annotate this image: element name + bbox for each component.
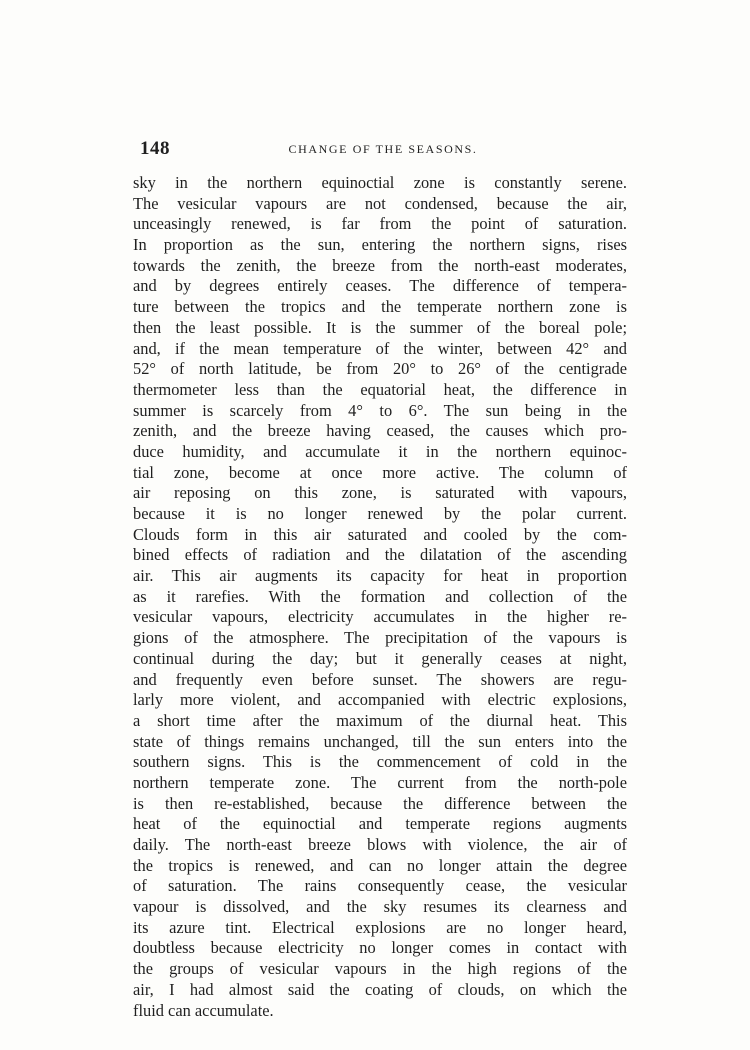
text-line: heat of the equinoctial and temperate regions augments bbox=[133, 814, 627, 834]
text-line: is then re-established, because the difference between the bbox=[133, 793, 627, 813]
text-line: northern temperate zone. The current from the north-pole bbox=[133, 772, 627, 792]
text-line: southern signs. This is the commencement of cold in the bbox=[133, 752, 627, 772]
text-line: and, if the mean temperature of the winter, between 42° and bbox=[133, 338, 627, 358]
text-line: of saturation. The rains consequently cease, the vesicular bbox=[133, 876, 627, 896]
text-line: the groups of vesicular vapours in the high regions of the bbox=[133, 959, 627, 979]
text-line: air, I had almost said the coating of clouds, on which the bbox=[133, 979, 627, 999]
text-line: larly more violent, and accompanied with electric explosions, bbox=[133, 690, 627, 710]
text-line: fluid can accumulate. bbox=[133, 1000, 274, 1020]
page-number: 148 bbox=[140, 138, 170, 159]
text-line: and by degrees entirely ceases. The difference of tempera- bbox=[133, 276, 627, 296]
text-line: 52° of north latitude, be from 20° to 26° of the centigrade bbox=[133, 359, 627, 379]
text-line: its azure tint. Electrical explosions are no longer heard, bbox=[133, 917, 627, 937]
text-line: In proportion as the sun, entering the northern signs, rises bbox=[133, 235, 627, 255]
text-line: towards the zenith, the breeze from the north-east moderates, bbox=[133, 255, 627, 275]
text-line: bined effects of radiation and the dilatation of the ascending bbox=[133, 545, 627, 565]
text-line: state of things remains unchanged, till the sun enters into the bbox=[133, 731, 627, 751]
text-line: ture between the tropics and the temperate northern zone is bbox=[133, 297, 627, 317]
text-line: gions of the atmosphere. The precipitation of the vapours is bbox=[133, 628, 627, 648]
text-line: zenith, and the breeze having ceased, the causes which pro- bbox=[133, 421, 627, 441]
text-line: because it is no longer renewed by the polar current. bbox=[133, 504, 627, 523]
text-line: then the least possible. It is the summer of the boreal pole; bbox=[133, 317, 627, 337]
running-head bbox=[140, 138, 626, 160]
text-line: unceasingly renewed, is far from the point of saturation. bbox=[133, 214, 627, 234]
text-line: doubtless because electricity no longer comes in contact with bbox=[133, 938, 627, 958]
body-text bbox=[133, 173, 627, 1021]
text-line: and frequently even before sunset. The showers are regu- bbox=[133, 669, 627, 689]
text-line: continual during the day; but it generally ceases at night, bbox=[133, 648, 627, 668]
text-line: thermometer less than the equatorial heat, the difference in bbox=[133, 379, 627, 399]
text-line: the tropics is renewed, and can no longer attain the degree bbox=[133, 855, 627, 875]
text-line: The vesicular vapours are not condensed, because the air, bbox=[133, 193, 627, 213]
running-title: CHANGE OF THE SEASONS. bbox=[288, 142, 478, 156]
text-line: sky in the northern equinoctial zone is constantly serene. bbox=[133, 173, 627, 192]
text-line: vapour is dissolved, and the sky resumes its clearness and bbox=[133, 897, 627, 917]
text-line: duce humidity, and accumulate it in the northern equinoc- bbox=[133, 441, 627, 461]
text-line: air reposing on this zone, is saturated with vapours, bbox=[133, 483, 627, 503]
text-line: summer is scarcely from 4° to 6°. The sun being in the bbox=[133, 400, 627, 420]
text-line: daily. The north-east breeze blows with violence, the air of bbox=[133, 835, 627, 854]
text-line: as it rarefies. With the formation and collection of the bbox=[133, 586, 627, 606]
text-line: tial zone, become at once more active. The column of bbox=[133, 462, 627, 482]
text-line: a short time after the maximum of the diurnal heat. This bbox=[133, 710, 627, 730]
text-line: Clouds form in this air saturated and cooled by the com- bbox=[133, 524, 627, 544]
text-line: vesicular vapours, electricity accumulates in the higher re- bbox=[133, 607, 627, 627]
text-line: air. This air augments its capacity for heat in proportion bbox=[133, 566, 627, 586]
